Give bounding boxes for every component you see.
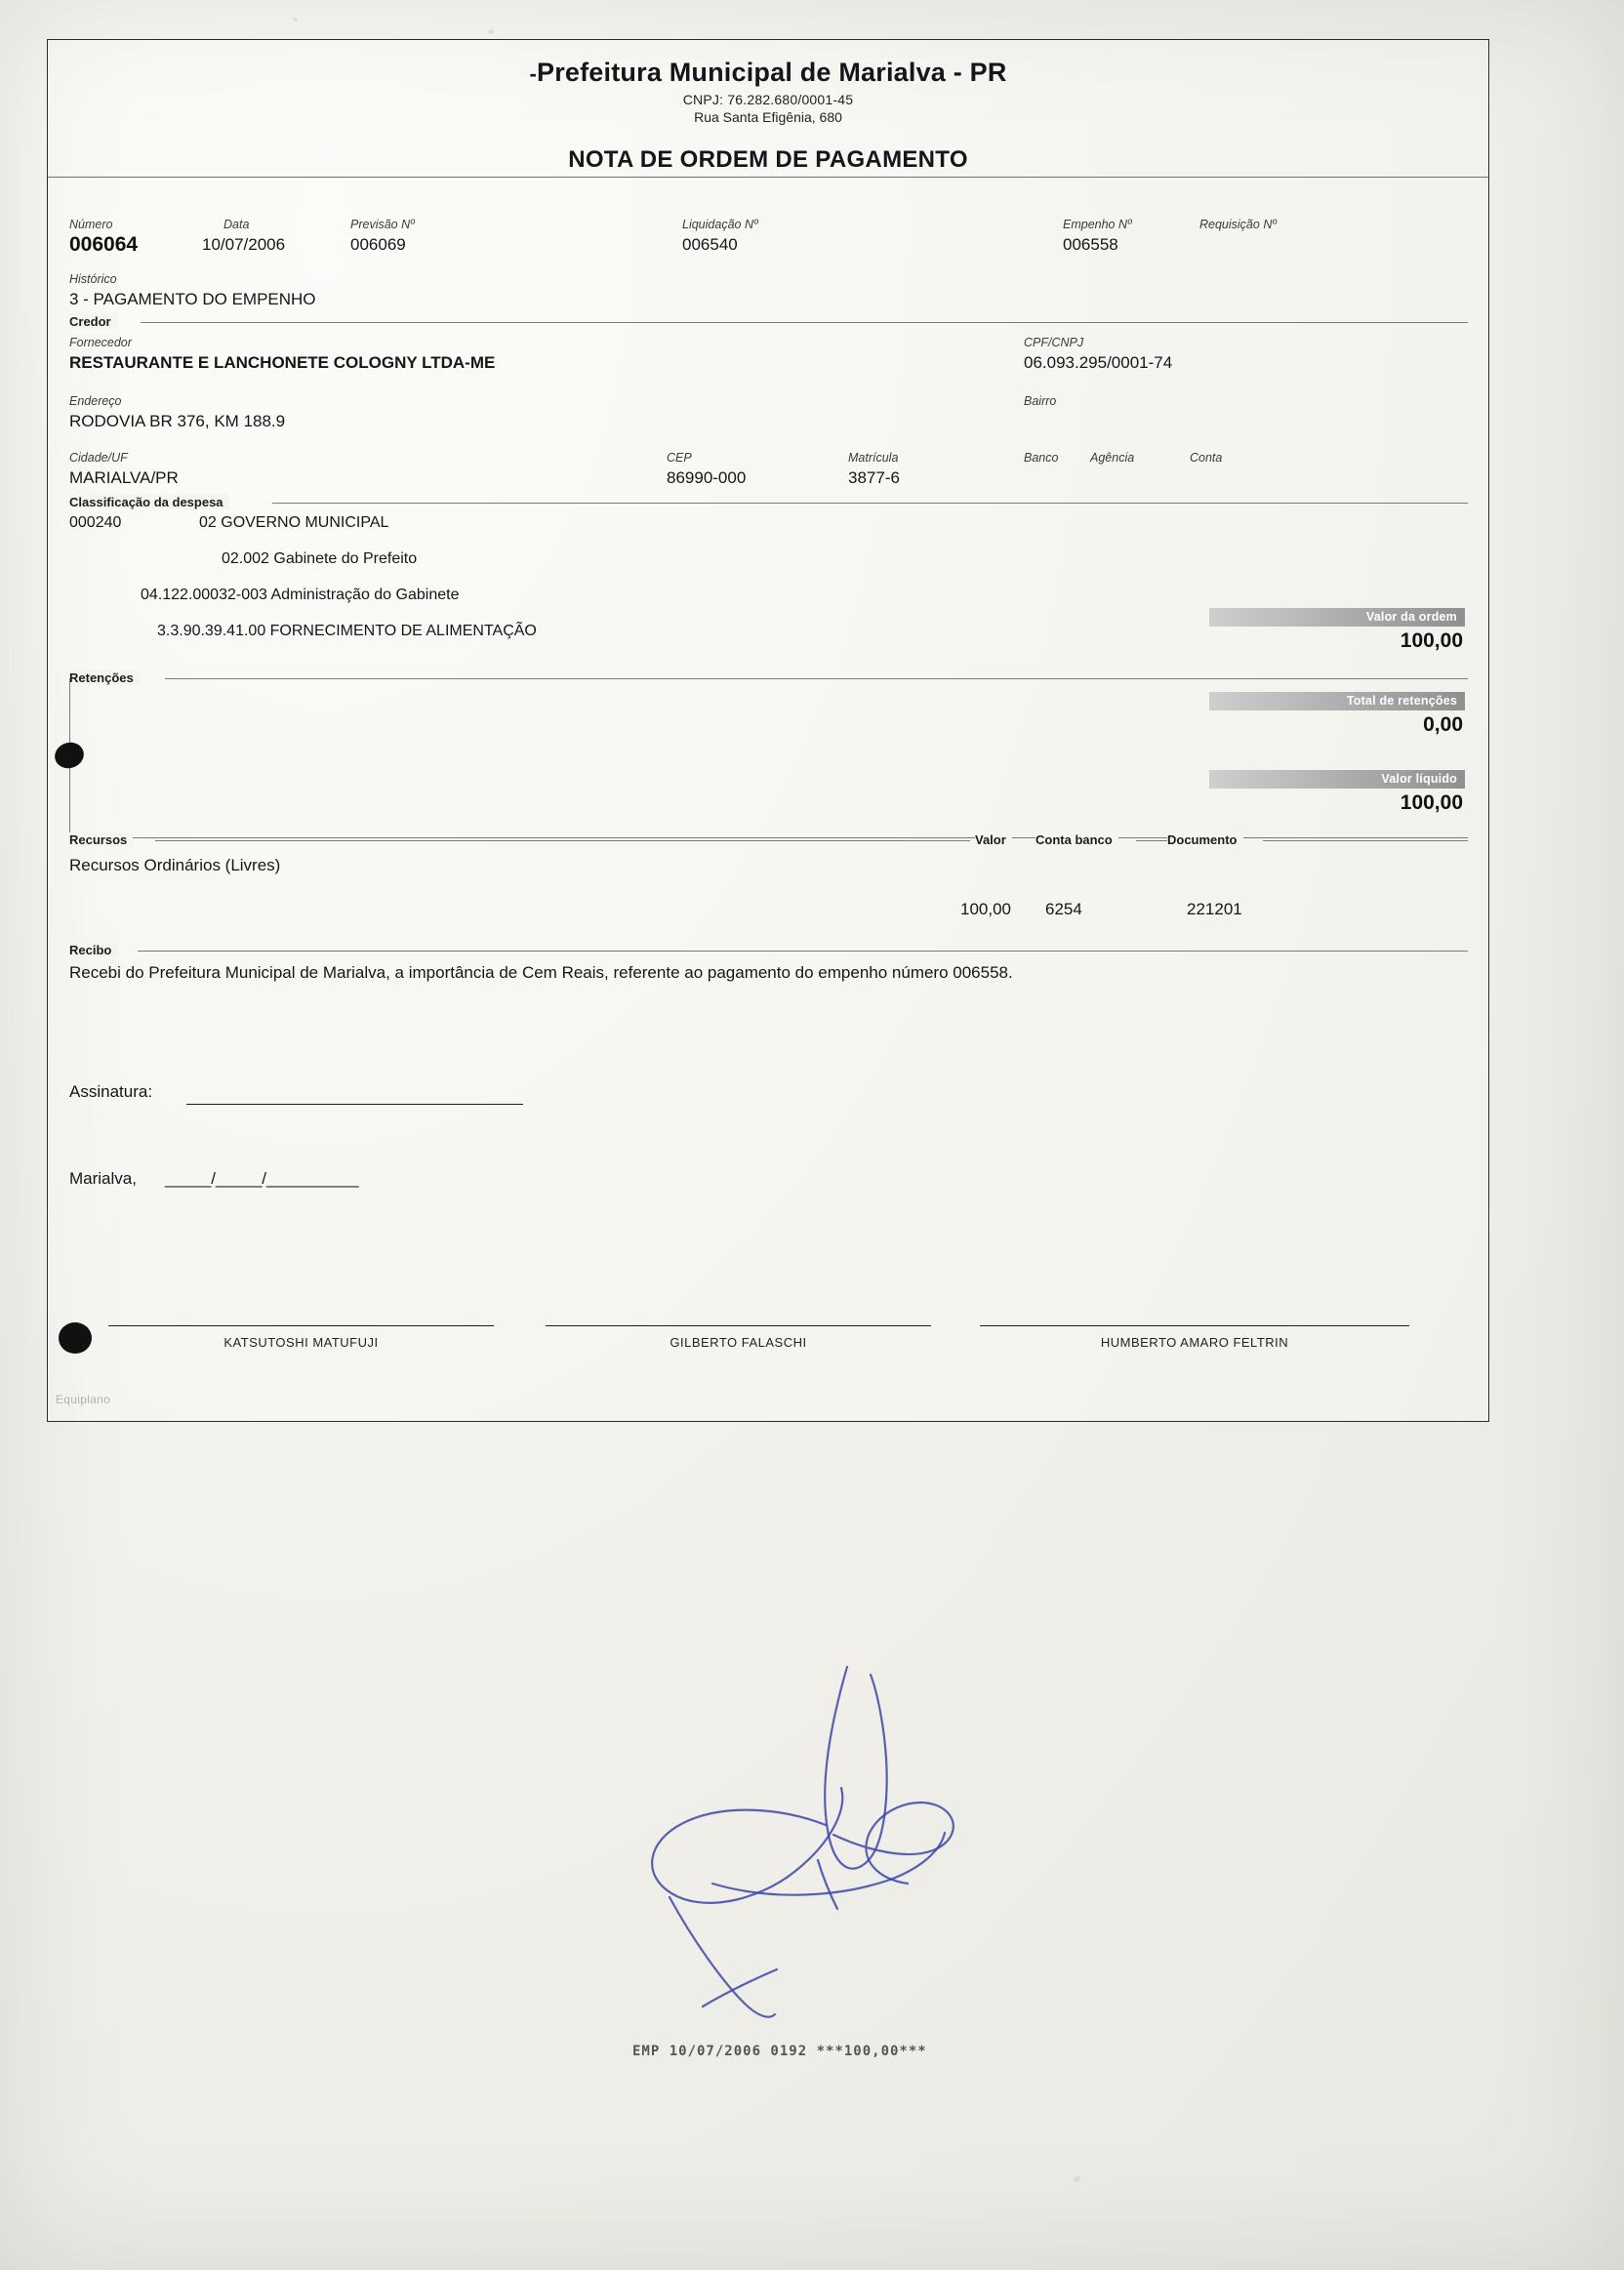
recursos-conta-banco-0: 6254 [1045, 900, 1082, 918]
valor-liquido-box [1209, 770, 1465, 815]
historico-label: Histórico [69, 272, 117, 286]
recursos-rule-2 [1136, 840, 1167, 841]
organization-name: Prefeitura Municipal de Marialva - PR [536, 58, 1007, 87]
signature-line-2 [546, 1325, 931, 1326]
conta-label: Conta [1190, 451, 1223, 465]
classificacao-text-3: 3.3.90.39.41.00 FORNECIMENTO DE ALIMENTAÇÃO [157, 623, 537, 639]
historico-value: 3 - PAGAMENTO DO EMPENHO [69, 290, 316, 308]
numero-value: 006064 [69, 233, 139, 256]
organization-cnpj: CNPJ: 76.282.680/0001-45 [682, 92, 854, 107]
assinatura-line[interactable] [186, 1104, 523, 1105]
signature-name-3: HUMBERTO AMARO FELTRIN [1100, 1335, 1289, 1350]
document-title: NOTA DE ORDEM DE PAGAMENTO [568, 146, 968, 173]
valor-ordem-box [1209, 608, 1465, 653]
valor-col-label: Valor [975, 832, 1012, 847]
documento-col-label: Documento [1167, 832, 1243, 847]
cep-value: 86990-000 [667, 468, 747, 487]
organization-title [48, 58, 1488, 88]
classificacao-code-0: 000240 [69, 514, 122, 531]
ink-blot [59, 1322, 92, 1354]
classificacao-text-1: 02.002 Gabinete do Prefeito [222, 550, 418, 567]
matricula-value: 3877-6 [848, 468, 900, 487]
recibo-rule [138, 951, 1468, 952]
endereco-value: RODOVIA BR 376, KM 188.9 [69, 412, 286, 430]
recursos-descricao-0: Recursos Ordinários (Livres) [69, 856, 281, 874]
cidade-uf-label: Cidade/UF [69, 451, 128, 465]
retencoes-bottom-rule [69, 837, 1468, 838]
data-label: Data [223, 218, 250, 231]
total-retencoes-box [1209, 692, 1465, 737]
total-retencoes-label: Total de retenções [1209, 692, 1465, 710]
credor-rule [141, 322, 1468, 323]
classificacao-text-2: 04.122.00032-003 Administração do Gabinete [141, 587, 460, 603]
cpf-cnpj-value: 06.093.295/0001-74 [1024, 353, 1173, 372]
classificacao-legend: Classificação da despesa [69, 495, 229, 509]
previsao-label: Previsão Nº [350, 218, 415, 231]
signature-name-1: KATSUTOSHI MATUFUJI [223, 1335, 379, 1350]
empenho-label: Empenho Nº [1063, 218, 1132, 231]
classificacao-text-0: 02 GOVERNO MUNICIPAL [199, 514, 389, 531]
classificacao-rule [272, 503, 1468, 504]
valor-ordem-label: Valor da ordem [1209, 608, 1465, 627]
cpf-cnpj-label: CPF/CNPJ [1024, 336, 1084, 349]
endereco-label: Endereço [69, 394, 122, 408]
recursos-rule-1 [155, 840, 970, 841]
fornecedor-value: RESTAURANTE E LANCHONETE COLOGNY LTDA-ME [69, 353, 496, 372]
fornecedor-label: Fornecedor [69, 336, 132, 349]
organization-address: Rua Santa Efigênia, 680 [694, 109, 842, 125]
valor-liquido-label: Valor líquido [1209, 770, 1465, 789]
system-footer: Equiplano [56, 1393, 111, 1406]
title-dash: - [529, 61, 537, 86]
cep-label: CEP [667, 451, 692, 465]
scan-speck [293, 18, 298, 21]
cidade-uf-value: MARIALVA/PR [69, 468, 179, 487]
recursos-valor-0: 100,00 [960, 900, 1011, 918]
data-value: 10/07/2006 [202, 235, 286, 254]
recursos-legend: Recursos [69, 832, 133, 847]
assinatura-label: Assinatura: [69, 1082, 153, 1101]
matricula-label: Matrícula [848, 451, 899, 465]
document-frame [47, 39, 1489, 1422]
previsao-value: 006069 [350, 235, 406, 254]
conta-banco-col-label: Conta banco [1035, 832, 1118, 847]
header-divider [48, 177, 1488, 178]
retencoes-rule [165, 678, 1468, 679]
handwritten-signature [586, 1659, 1035, 2030]
retencoes-legend: Retenções [69, 670, 140, 685]
total-retencoes-value: 0,00 [1423, 713, 1463, 736]
date-blanks[interactable]: _____/_____/__________ [165, 1169, 359, 1188]
scan-speck [1074, 2176, 1080, 2182]
agencia-label: Agência [1090, 451, 1135, 465]
stamp-text: EMP 10/07/2006 0192 ***100,00*** [632, 2044, 927, 2059]
valor-liquido-value: 100,00 [1400, 791, 1463, 814]
signature-line-3 [980, 1325, 1409, 1326]
recibo-text: Recebi do Prefeitura Municipal de Marialva, a importância de Cem Reais, referente ao pagamento do empenho número 006558. [69, 963, 1013, 982]
recursos-rule-3 [1263, 840, 1468, 841]
credor-legend: Credor [69, 314, 117, 329]
local-label: Marialva, [69, 1169, 137, 1188]
signature-name-2: GILBERTO FALASCHI [670, 1335, 807, 1350]
liquidacao-value: 006540 [682, 235, 738, 254]
bairro-label: Bairro [1024, 394, 1057, 408]
requisicao-label: Requisição Nº [1199, 218, 1277, 231]
signature-line-1 [108, 1325, 494, 1326]
empenho-value: 006558 [1063, 235, 1118, 254]
numero-label: Número [69, 218, 113, 231]
valor-ordem-value: 100,00 [1400, 629, 1463, 652]
scan-speck [488, 29, 494, 34]
recursos-documento-0: 221201 [1187, 900, 1242, 918]
printer-stamp [632, 2044, 927, 2059]
banco-label: Banco [1024, 451, 1059, 465]
liquidacao-label: Liquidação Nº [682, 218, 758, 231]
recibo-legend: Recibo [69, 943, 117, 957]
